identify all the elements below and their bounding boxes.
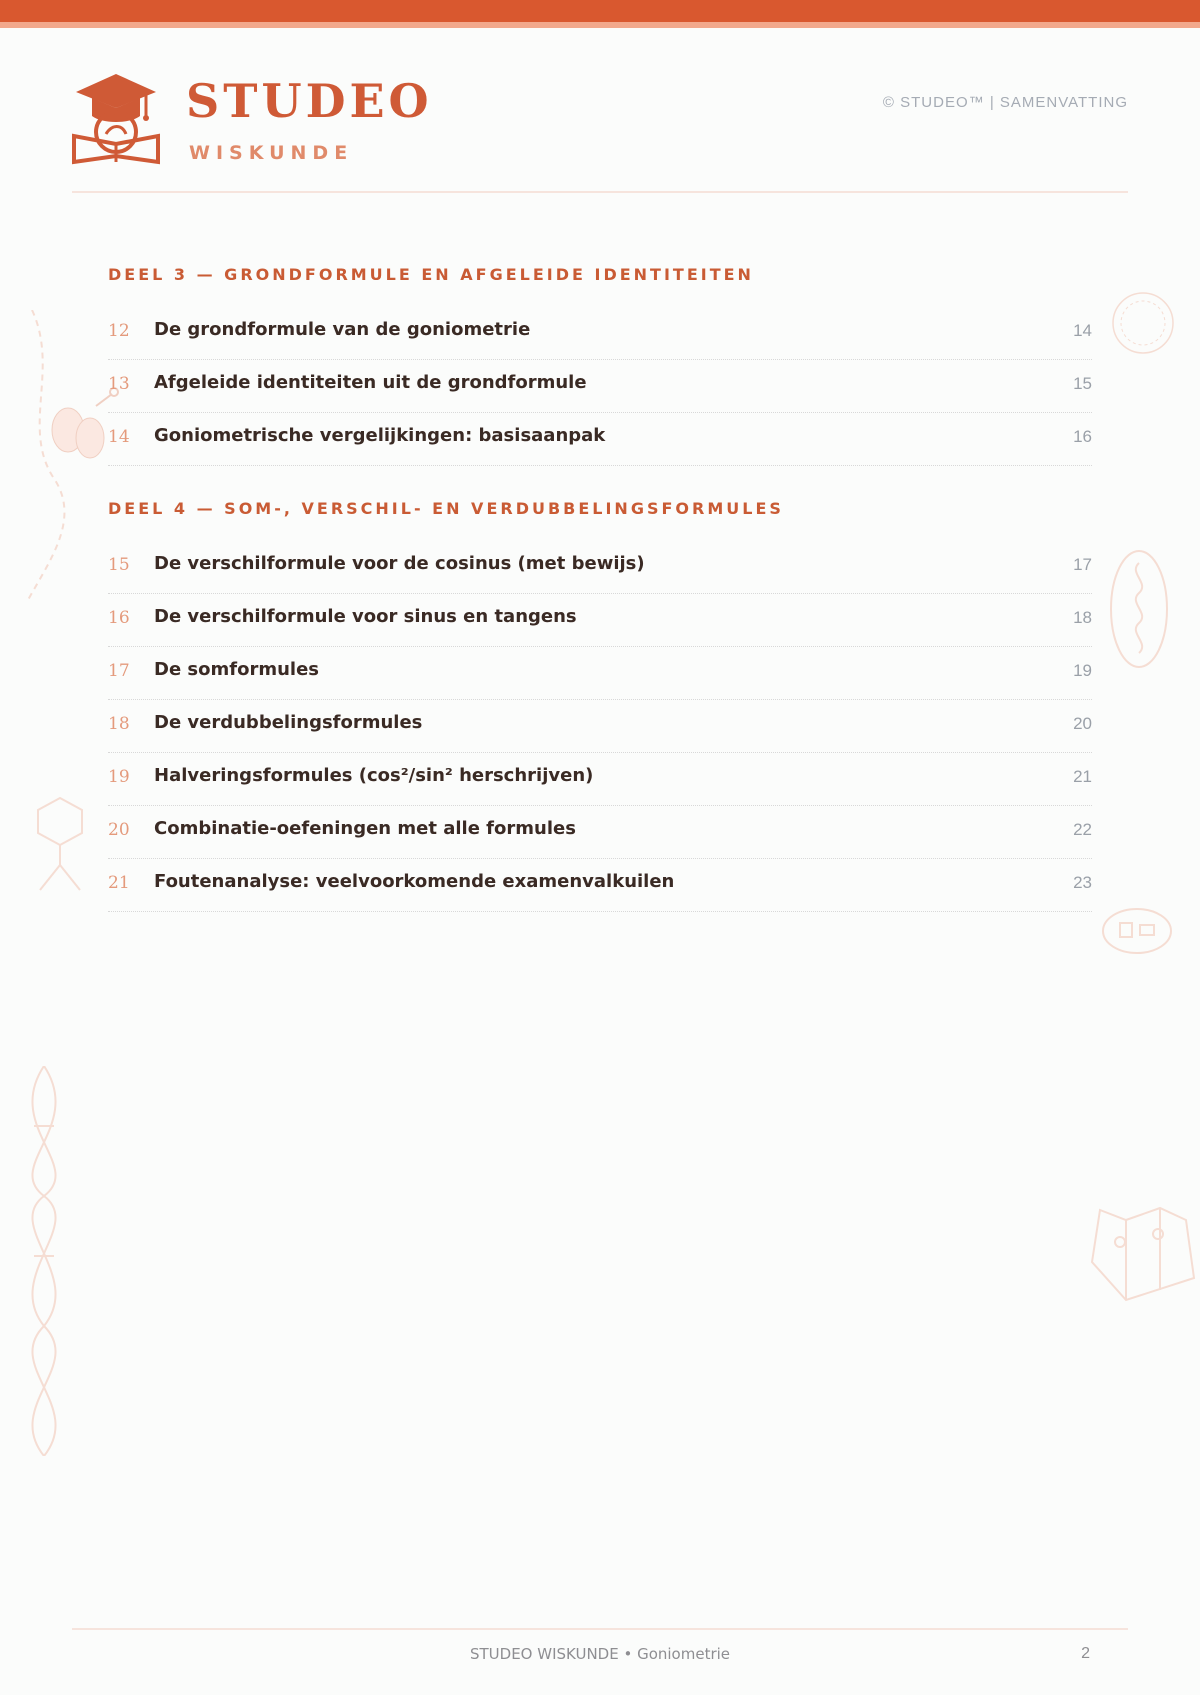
- toc-entry-page: 14: [1073, 321, 1092, 340]
- footer-page-number: 2: [1081, 1645, 1090, 1662]
- toc-entry-page: 15: [1073, 374, 1092, 393]
- toc-entry-page: 18: [1073, 608, 1092, 627]
- toc-entry[interactable]: [108, 753, 1092, 806]
- toc-entry-title: Halveringsformules (cos²/sin² herschrijven): [154, 765, 594, 786]
- toc-entry-title: De grondformule van de goniometrie: [154, 319, 531, 340]
- toc-entry-number: 15: [108, 555, 130, 575]
- decorative-bubble-icon: [1110, 290, 1176, 356]
- toc-entry-title: Foutenanalyse: veelvoorkomende examenvalkuilen: [154, 871, 675, 892]
- toc-entry-number: 19: [108, 767, 130, 787]
- page-header: [72, 70, 1128, 190]
- section-title: DEEL 4 — SOM-, VERSCHIL- EN VERDUBBELINGSFORMULES: [108, 499, 784, 518]
- toc-entry-page: 19: [1073, 661, 1092, 680]
- decorative-cell-icon: [1108, 548, 1170, 670]
- toc-entry-number: 20: [108, 820, 130, 840]
- header-divider: [72, 191, 1128, 193]
- footer-label: STUDEO WISKUNDE • Goniometrie: [469, 1645, 731, 1663]
- toc-entry-number: 18: [108, 714, 130, 734]
- toc-entry-page: 22: [1073, 820, 1092, 839]
- toc-entry[interactable]: [108, 594, 1092, 647]
- toc-entry-number: 12: [108, 321, 130, 341]
- toc-entry-page: 23: [1073, 873, 1092, 892]
- decorative-molecule-icon: [30, 795, 90, 895]
- toc-entry[interactable]: [108, 700, 1092, 753]
- top-accent-bar: [0, 0, 1200, 22]
- decorative-map-icon: [1086, 1206, 1200, 1310]
- toc-entry-title: Combinatie-oefeningen met alle formules: [154, 818, 576, 839]
- toc-section-deel-3: [108, 265, 1092, 466]
- toc-entry-title: Afgeleide identiteiten uit de grondformule: [154, 372, 587, 393]
- brand-name: STUDEO: [186, 74, 433, 128]
- toc-entry[interactable]: [108, 806, 1092, 859]
- toc-entry[interactable]: [108, 647, 1092, 700]
- toc-entry-title: De verschilformule voor de cosinus (met bewijs): [154, 553, 645, 574]
- toc-entry-title: De verdubbelingsformules: [154, 712, 423, 733]
- toc-entry-title: De verschilformule voor sinus en tangens: [154, 606, 577, 627]
- toc-entry-page: 21: [1073, 767, 1092, 786]
- toc-entry-page: 16: [1073, 427, 1092, 446]
- toc-entry[interactable]: [108, 541, 1092, 594]
- brand-subtitle: WISKUNDE: [189, 142, 354, 164]
- toc-entry-number: 17: [108, 661, 130, 681]
- decorative-capsule-icon: [1100, 905, 1174, 957]
- toc-entry-number: 14: [108, 427, 130, 447]
- toc-entry-page: 20: [1073, 714, 1092, 733]
- toc-entry[interactable]: [108, 413, 1092, 466]
- footer-divider: [72, 1628, 1128, 1630]
- section-title: DEEL 3 — GRONDFORMULE EN AFGELEIDE IDENTITEITEN: [108, 265, 754, 284]
- toc-entry-page: 17: [1073, 555, 1092, 574]
- toc-entry-title: De somformules: [154, 659, 319, 680]
- top-accent-stripe: [0, 22, 1200, 28]
- toc-section-deel-4: [108, 499, 1092, 912]
- toc-entry[interactable]: [108, 360, 1092, 413]
- toc-entry-number: 13: [108, 374, 130, 394]
- toc-entry[interactable]: [108, 859, 1092, 912]
- toc-entry-number: 21: [108, 873, 130, 893]
- toc-entry-number: 16: [108, 608, 130, 628]
- copyright-notice: © STUDEO™ | SAMENVATTING: [882, 94, 1128, 111]
- toc-entry-title: Goniometrische vergelijkingen: basisaanpak: [154, 425, 606, 446]
- toc-entry[interactable]: [108, 307, 1092, 360]
- decorative-dna-icon: [14, 1066, 74, 1456]
- graduation-cap-logo-icon: [72, 70, 160, 166]
